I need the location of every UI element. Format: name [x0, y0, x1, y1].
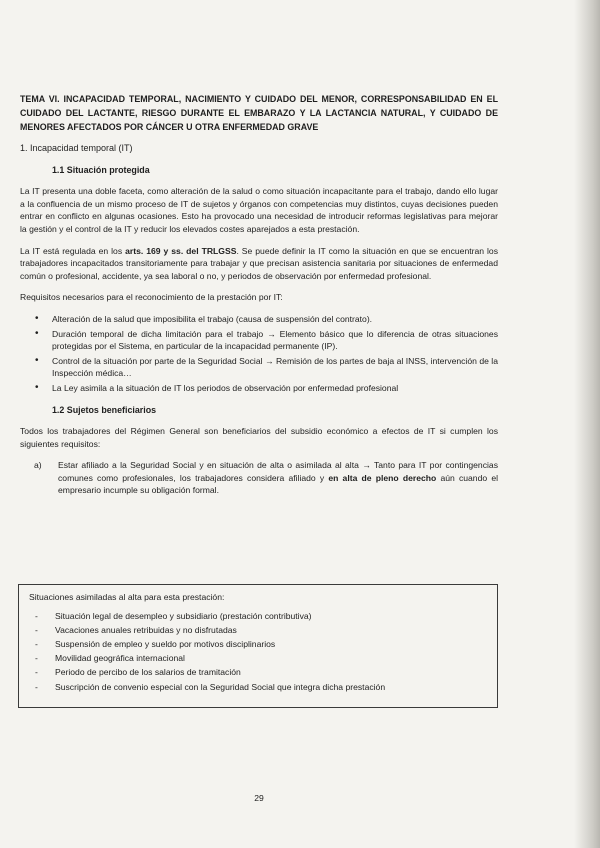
- paragraph-beneficiaries: Todos los trabajadores del Régimen General son beneficiarios del subsidio económico a efectos de IT si cumplen los siguientes requisitos:: [20, 426, 498, 449]
- requirement-a: [20, 459, 498, 497]
- requirement-marker: a): [34, 460, 42, 471]
- paragraph-it-definition: [20, 245, 498, 283]
- list-item: • Duración temporal de dicha limitación para el trabajo → Elemento básico que lo diferencia de otras situaciones protegidas por el Sistema, en particular de la incapacidad permanente (IP).: [20, 328, 498, 353]
- box-title: Situaciones asimiladas al alta para esta prestación:: [29, 592, 225, 602]
- assimilated-situations-box: [18, 584, 498, 708]
- document-body: [20, 92, 498, 509]
- list-item: - Vacaciones anuales retribuidas y no disfrutadas: [29, 624, 487, 637]
- paragraph-it-facets: La IT presenta una doble faceta, como alteración de la salud o como situación incapacitante para el trabajo, dando ello lugar a la confluencia de un mismo proceso de IT de sujetos y órganos con competencias muy distintos, cuyas decisiones pueden entrar en conflicto en algunas ocasiones. Esto ha provocado una necesidad de introducir reformas legislativas para mejorar la gestión y el control de la IT y reducir los elevados costes aparejados a esta prestación.: [20, 186, 498, 234]
- section-1-2-heading: 1.2 Sujetos beneficiarios: [52, 404, 157, 415]
- document-title: TEMA VI. INCAPACIDAD TEMPORAL, NACIMIENTO Y CUIDADO DEL MENOR, CORRESPONSABILIDAD EN EL CUIDADO DEL LACTANTE, RIESGO DURANTE EL EMBARAZO Y LA LACTANCIA NATURAL, Y CUIDADO DE MENORES AFECTADOS POR CÁNCER U OTRA ENFERMEDAD GRAVE: [20, 94, 498, 132]
- paragraph-text: . Se puede definir la IT como la situación en que se encuentran los trabajadores incapacitados transitoriamente para trabajar y que precisan asistencia sanitaria por situaciones de enfermedad común o profesional, accidente, ya sea laboral o no, y periodos de observación por enfermedad profesional.: [20, 245, 498, 281]
- list-item: • Alteración de la salud que imposibilita el trabajo (causa de suspensión del contrato).: [20, 313, 498, 326]
- page-edge-shadow: [574, 0, 600, 848]
- requirement-text: Estar afiliado a la Seguridad Social y en situación de alta o asimilada al alta → Tanto para IT por contingencias comunes como profesionales, los trabajadores considera afiliado y: [58, 460, 498, 483]
- requisites-intro: Requisitos necesarios para el reconocimiento de la prestación por IT:: [20, 292, 283, 303]
- list-item: • La Ley asimila a la situación de IT los periodos de observación por enfermedad profesional: [20, 382, 498, 395]
- list-item: • Control de la situación por parte de la Seguridad Social → Remisión de los partes de baja al INSS, intervención de la Inspección médica…: [20, 355, 498, 380]
- list-item: - Suspensión de empleo y sueldo por motivos disciplinarios: [29, 638, 487, 651]
- requisites-list: [20, 313, 498, 395]
- list-item: - Suscripción de convenio especial con la Seguridad Social que integra dicha prestación: [29, 681, 487, 694]
- list-item: - Periodo de percibo de los salarios de tramitación: [29, 666, 487, 679]
- requirement-text: aún cuando el empresario incumple su obligación formal.: [58, 472, 499, 496]
- list-item: - Movilidad geográfica internacional: [29, 652, 487, 665]
- page-number: 29: [254, 793, 264, 803]
- section-1-1-heading: 1.1 Situación protegida: [52, 164, 150, 175]
- list-item: - Situación legal de desempleo y subsidiario (prestación contributiva): [29, 610, 487, 623]
- legal-reference: arts. 169 y ss. del TRLGSS: [125, 245, 237, 256]
- section-1-heading: 1. Incapacidad temporal (IT): [20, 143, 133, 153]
- requirement-bold-text: en alta de pleno derecho: [328, 472, 437, 483]
- paragraph-text: La IT está regulada en los: [20, 245, 126, 256]
- assimilated-situations-list: [29, 610, 487, 694]
